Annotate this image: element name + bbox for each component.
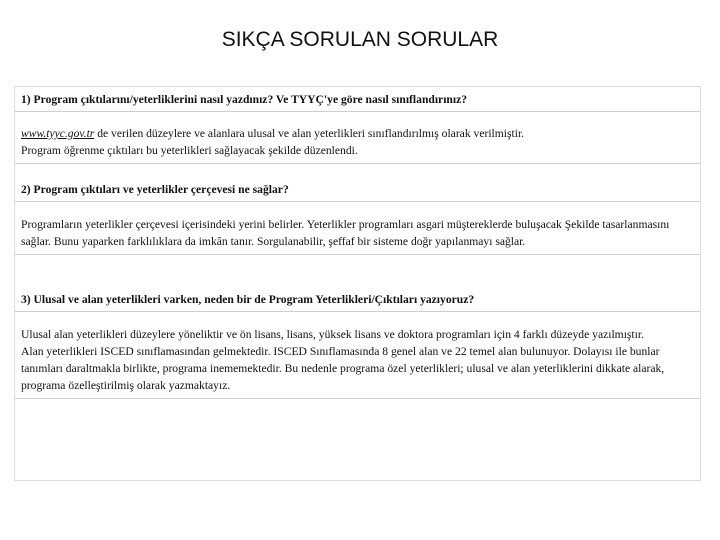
answer-2: Programların yeterlikler çerçevesi içerisindeki yerini belirler. Yeterlikler programları asgari müştereklerde buluşacak Şekilde tasarlanmasını sağlar. Bunu yaparken farklılıklara da imkân tanır. Sorgulanabilir, şeffaf bir sisteme doğr yapılanmayı sağlar. <box>15 216 700 255</box>
answer-3-paragraph-2: Alan yeterlikleri ISCED sınıflamasından gelmektedir. ISCED Sınıflamasında 8 genel alan ve 22 temel alan bulunuyor. Dolayısı ile bunlar tanımları daraltmakla birlikte, programa inememektedir. Bu nedenle programa özel yeterlikleri; ulusal ve alan yeterliklerini dikkate alarak, programa özelleştirilmiş olarak yazmaktayız. <box>21 345 665 392</box>
question-3: 3) Ulusal ve alan yeterlikleri varken, neden bir de Program Yeterlikleri/Çıktıları yazıyoruz? <box>15 291 700 312</box>
answer-3 <box>15 326 700 399</box>
answer-1-line-1-text: de verilen düzeylere ve alanlara ulusal ve alan yeterlikleri sınıflandırılmış olarak verilmiştir. <box>94 127 525 140</box>
question-1: 1) Program çıktılarını/yeterliklerini nasıl yazdınız? Ve TYYÇ'ye göre nasıl sınıflandırınız? <box>15 91 700 112</box>
answer-1-line-1 <box>21 125 694 142</box>
question-2: 2) Program çıktıları ve yeterlikler çerçevesi ne sağlar? <box>15 181 700 202</box>
tyyc-link[interactable]: www.tyyc.gov.tr <box>21 127 95 140</box>
page-title: SIKÇA SORULAN SORULAR <box>221 28 499 51</box>
answer-3-paragraph-1: Ulusal alan yeterlikleri düzeylere yöneliktir ve ön lisans, lisans, yüksek lisans ve doktora programları için 4 farklı düzeyde yazılmıştır. <box>21 328 644 341</box>
faq-content <box>14 86 701 481</box>
answer-1 <box>15 125 700 164</box>
answer-1-line-2: Program öğrenme çıktıları bu yeterlikleri sağlayacak şekilde düzenlendi. <box>21 144 358 157</box>
